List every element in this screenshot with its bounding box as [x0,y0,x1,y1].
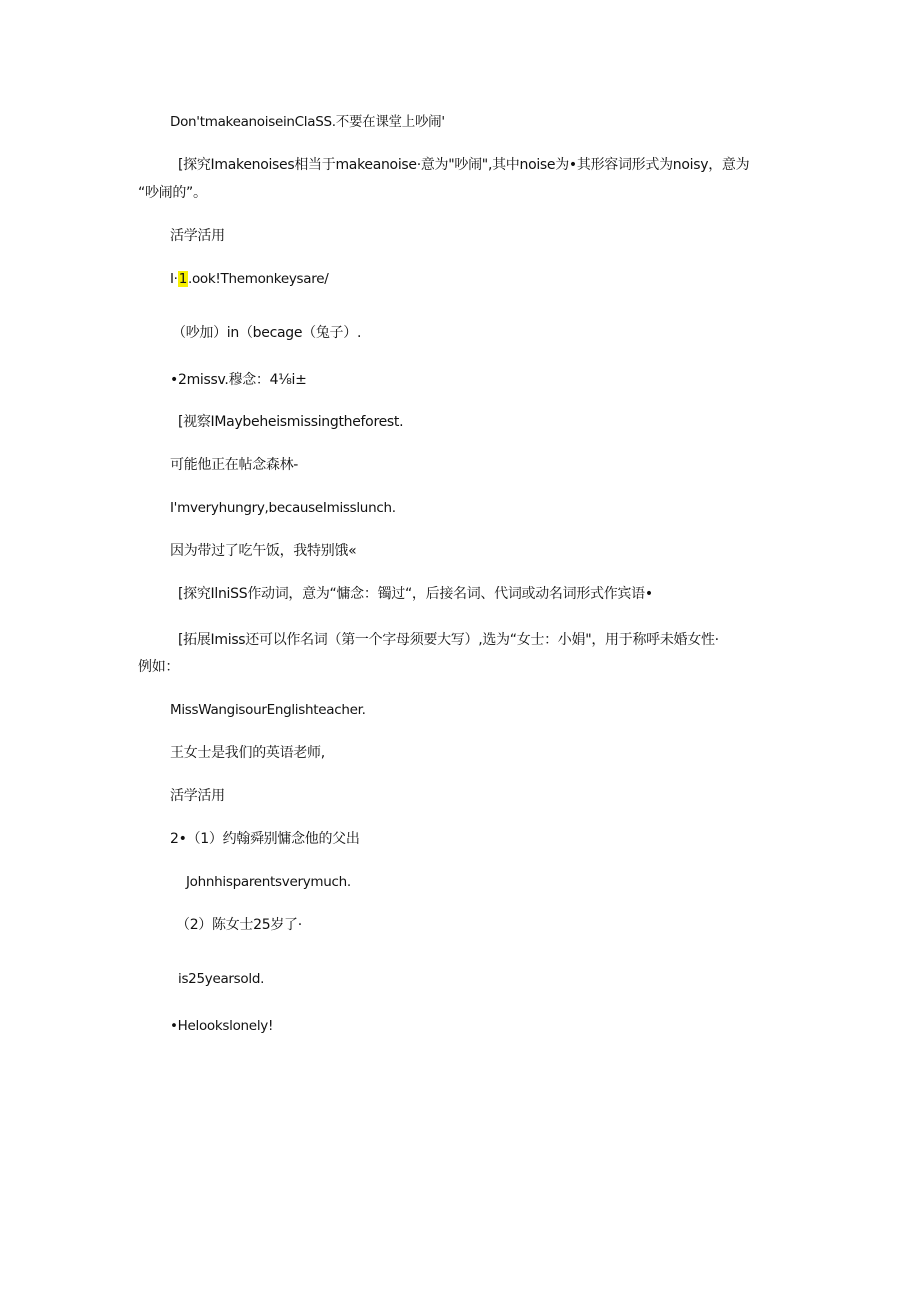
exercise-2-part-2-answer-line: is25yearsold. [178,971,265,987]
practice-heading-1: 活学活用 [170,228,225,244]
practice-heading-2: 活学活用 [170,788,225,804]
exercise-2-part-1-answer-line: Johnhisparentsverymuch. [186,874,351,890]
exercise-1-line [170,269,328,289]
exercise-1-hint: （吵加）in（becage（兔子）. [172,325,362,341]
explore-note-miss-verb: [探究IlniSS作动词，意为“慵念：镯过“，后接名词、代词或动名词形式作宾语• [178,586,653,602]
example-miss-wang-english: MissWangisourEnglishteacher. [170,702,366,718]
example-hungry-chinese: 因为带过了吃午饭，我特别饿« [170,543,357,559]
exercise-2-part-2: （2）陈女士25岁了· [176,917,302,933]
vocab-miss-heading: •2missv.穆念：4⅛i± [170,372,307,388]
extend-note-miss-noun: [拓展Imiss还可以作名词（第一个字母须要大写）,选为“女士：小娟"，用于称呼未婚女性· [178,632,719,648]
observe-example-english: [视察IMaybeheismissingtheforest. [178,414,404,430]
sentence-dont-make-noise: Don'tmakeanoiseinClaSS.不要在课堂上吵闹' [170,114,445,130]
exercise-2-part-1: 2•（1）约翰舜别慵念他的父出 [170,831,360,847]
exercise-1-prefix: I· [170,271,178,287]
observe-example-chinese: 可能他正在帖念森林- [170,457,299,473]
exercise-1-text: .ook!Themonkeysare/ [187,271,329,287]
example-label: 例如： [138,659,180,675]
exercise-3-line: •Helookslonely! [170,1018,274,1034]
explore-note-make-noises: [探究Imakenoises相当于makeanoise·意为"吵闹",其中noise为•其形容词形式为noisy，意为 [178,157,750,173]
highlighted-number: 1 [178,271,187,287]
example-hungry-english: I'mveryhungry,becauseImisslunch. [170,500,396,516]
example-miss-wang-chinese: 王女士是我们的英语老师, [170,745,325,761]
explore-note-continuation: “吵闹的”。 [138,185,207,201]
